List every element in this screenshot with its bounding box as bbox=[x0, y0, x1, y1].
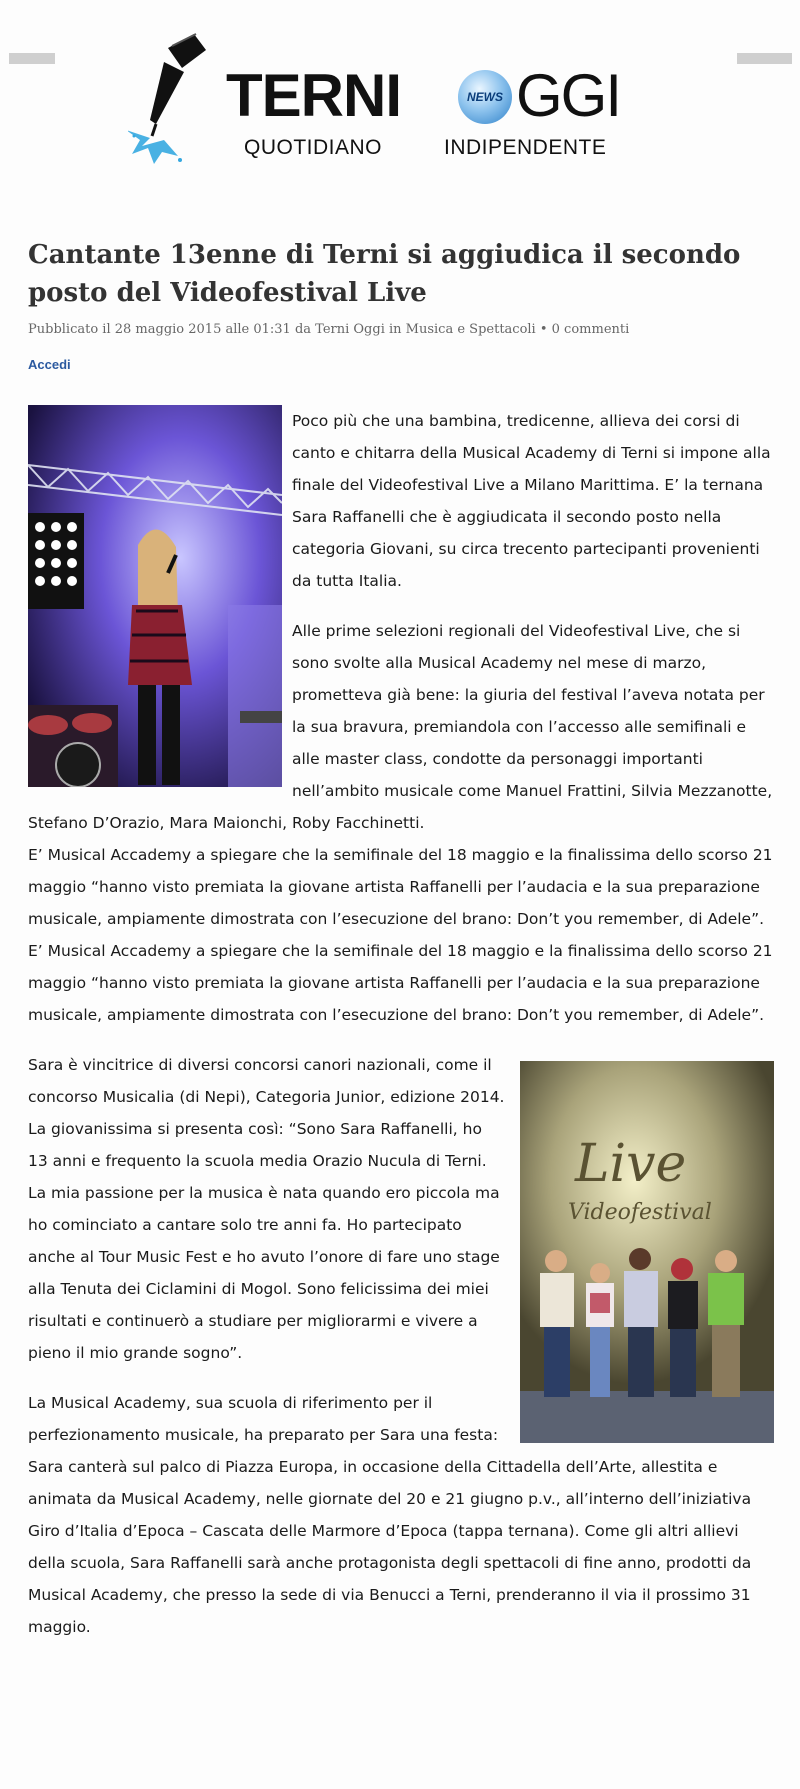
article-meta bbox=[28, 322, 629, 337]
paragraph-4: E’ Musical Accademy a spiegare che la semifinale del 18 maggio e la finalissima dello scorso 21 maggio “hanno visto premiata la giovane artista Raffanelli per l’audacia e la sua preparazione musicale, ampiamente dimostrata con l’esecuzione del brano: Don’t you remember, di Adele”. bbox=[28, 942, 773, 1024]
logo-text-oggi: GGI bbox=[516, 62, 621, 129]
meta-category-link[interactable]: Musica e Spettacoli bbox=[405, 322, 536, 337]
meta-published: Pubblicato il 28 maggio 2015 alle 01:31 da bbox=[28, 322, 316, 337]
meta-comments-link[interactable]: 0 commenti bbox=[551, 322, 630, 337]
meta-in: in bbox=[384, 322, 406, 337]
photo-award-ceremony bbox=[520, 1061, 774, 1443]
top-right-bar bbox=[737, 53, 792, 64]
logo-text-terni: TERNI bbox=[226, 62, 401, 129]
meta-author-link[interactable]: Terni Oggi bbox=[315, 322, 385, 337]
logo-tagline-left: QUOTIDIANO bbox=[244, 136, 383, 159]
paragraph-2: Alle prime selezioni regionali del Videofestival Live, che si sono svolte alla Musical Academy nel mese di marzo, prometteva già bene: la giuria del festival l’aveva notata per la sua bravura, premiandola con l’accesso alle semifinali e alle master class, condotte da personaggi importanti nell’ambito musicale come Manuel Frattini, Silvia Mezzanotte, Stefano D’Orazio, Mara Maionchi, Roby Facchinetti. bbox=[28, 622, 773, 832]
photo-sign-videofestival: Videofestival bbox=[568, 1200, 712, 1225]
logo-badge: NEWS bbox=[467, 90, 503, 104]
photo-sign-live: Live bbox=[575, 1134, 687, 1194]
article-title: Cantante 13enne di Terni si aggiudica il secondo posto del Videofestival Live bbox=[28, 240, 741, 308]
paragraph-6: La Musical Academy, sua scuola di riferimento per il perfezionamento musicale, ha preparato per Sara una festa: Sara canterà sul palco di Piazza Europa, in occasione della Cittadella dell’Arte, allestita e animata da Musical Academy, nelle giornate del 20 e 21 giugno p.v., all’interno dell’iniziativa Giro d’Italia d’Epoca – Cascata delle Marmore d’Epoca (tappa ternana). Come gli altri allievi della scuola, Sara Raffanelli sarà anche protagonista degli spettacoli di fine anno, prodotti da Musical Academy, che presso la sede di via Benucci a Terni, prenderanno il via il prossimo 31 maggio. bbox=[28, 1394, 752, 1636]
news-globe-icon bbox=[458, 70, 512, 124]
logo-tagline-right: INDIPENDENTE bbox=[444, 136, 607, 159]
photo-singer-on-stage bbox=[28, 405, 282, 787]
login-link[interactable]: Accedi bbox=[28, 357, 71, 372]
paragraph-3: E’ Musical Accademy a spiegare che la semifinale del 18 maggio e la finalissima dello scorso 21 maggio “hanno visto premiata la giovane artista Raffanelli per l’audacia e la sua preparazione musicale, ampiamente dimostrata con l’esecuzione del brano: Don’t you remember, di Adele”. bbox=[28, 846, 773, 928]
site-logo[interactable] bbox=[128, 28, 628, 188]
meta-separator: • bbox=[535, 322, 552, 337]
top-left-bar bbox=[9, 53, 55, 64]
paragraph-1: Poco più che una bambina, tredicenne, allieva dei corsi di canto e chitarra della Musical Academy di Terni si impone alla finale del Videofestival Live a Milano Marittima. E’ la ternana Sara Raffanelli che è aggiudicata il secondo posto nella categoria Giovani, su circa trecento partecipanti provenienti da tutta Italia. bbox=[292, 412, 771, 590]
article-body bbox=[28, 405, 774, 1661]
paragraph-5: Sara è vincitrice di diversi concorsi canori nazionali, come il concorso Musicalia (di Nepi), Categoria Junior, edizione 2014. La giovanissima si presenta così: “Sono Sara Raffanelli, ho 13 anni e frequento la scuola media Orazio Nucula di Terni. La mia passione per la musica è nata quando ero piccola ma ho cominciato a cantare solo tre anni fa. Ho partecipato anche al Tour Music Fest e ho avuto l’onore di fare uno stage alla Tenuta dei Ciclamini di Mogol. Sono felicissima dei miei risultati e continuerò a studiare per migliorarmi e vivere a pieno il mio grande sogno”. bbox=[28, 1056, 505, 1362]
